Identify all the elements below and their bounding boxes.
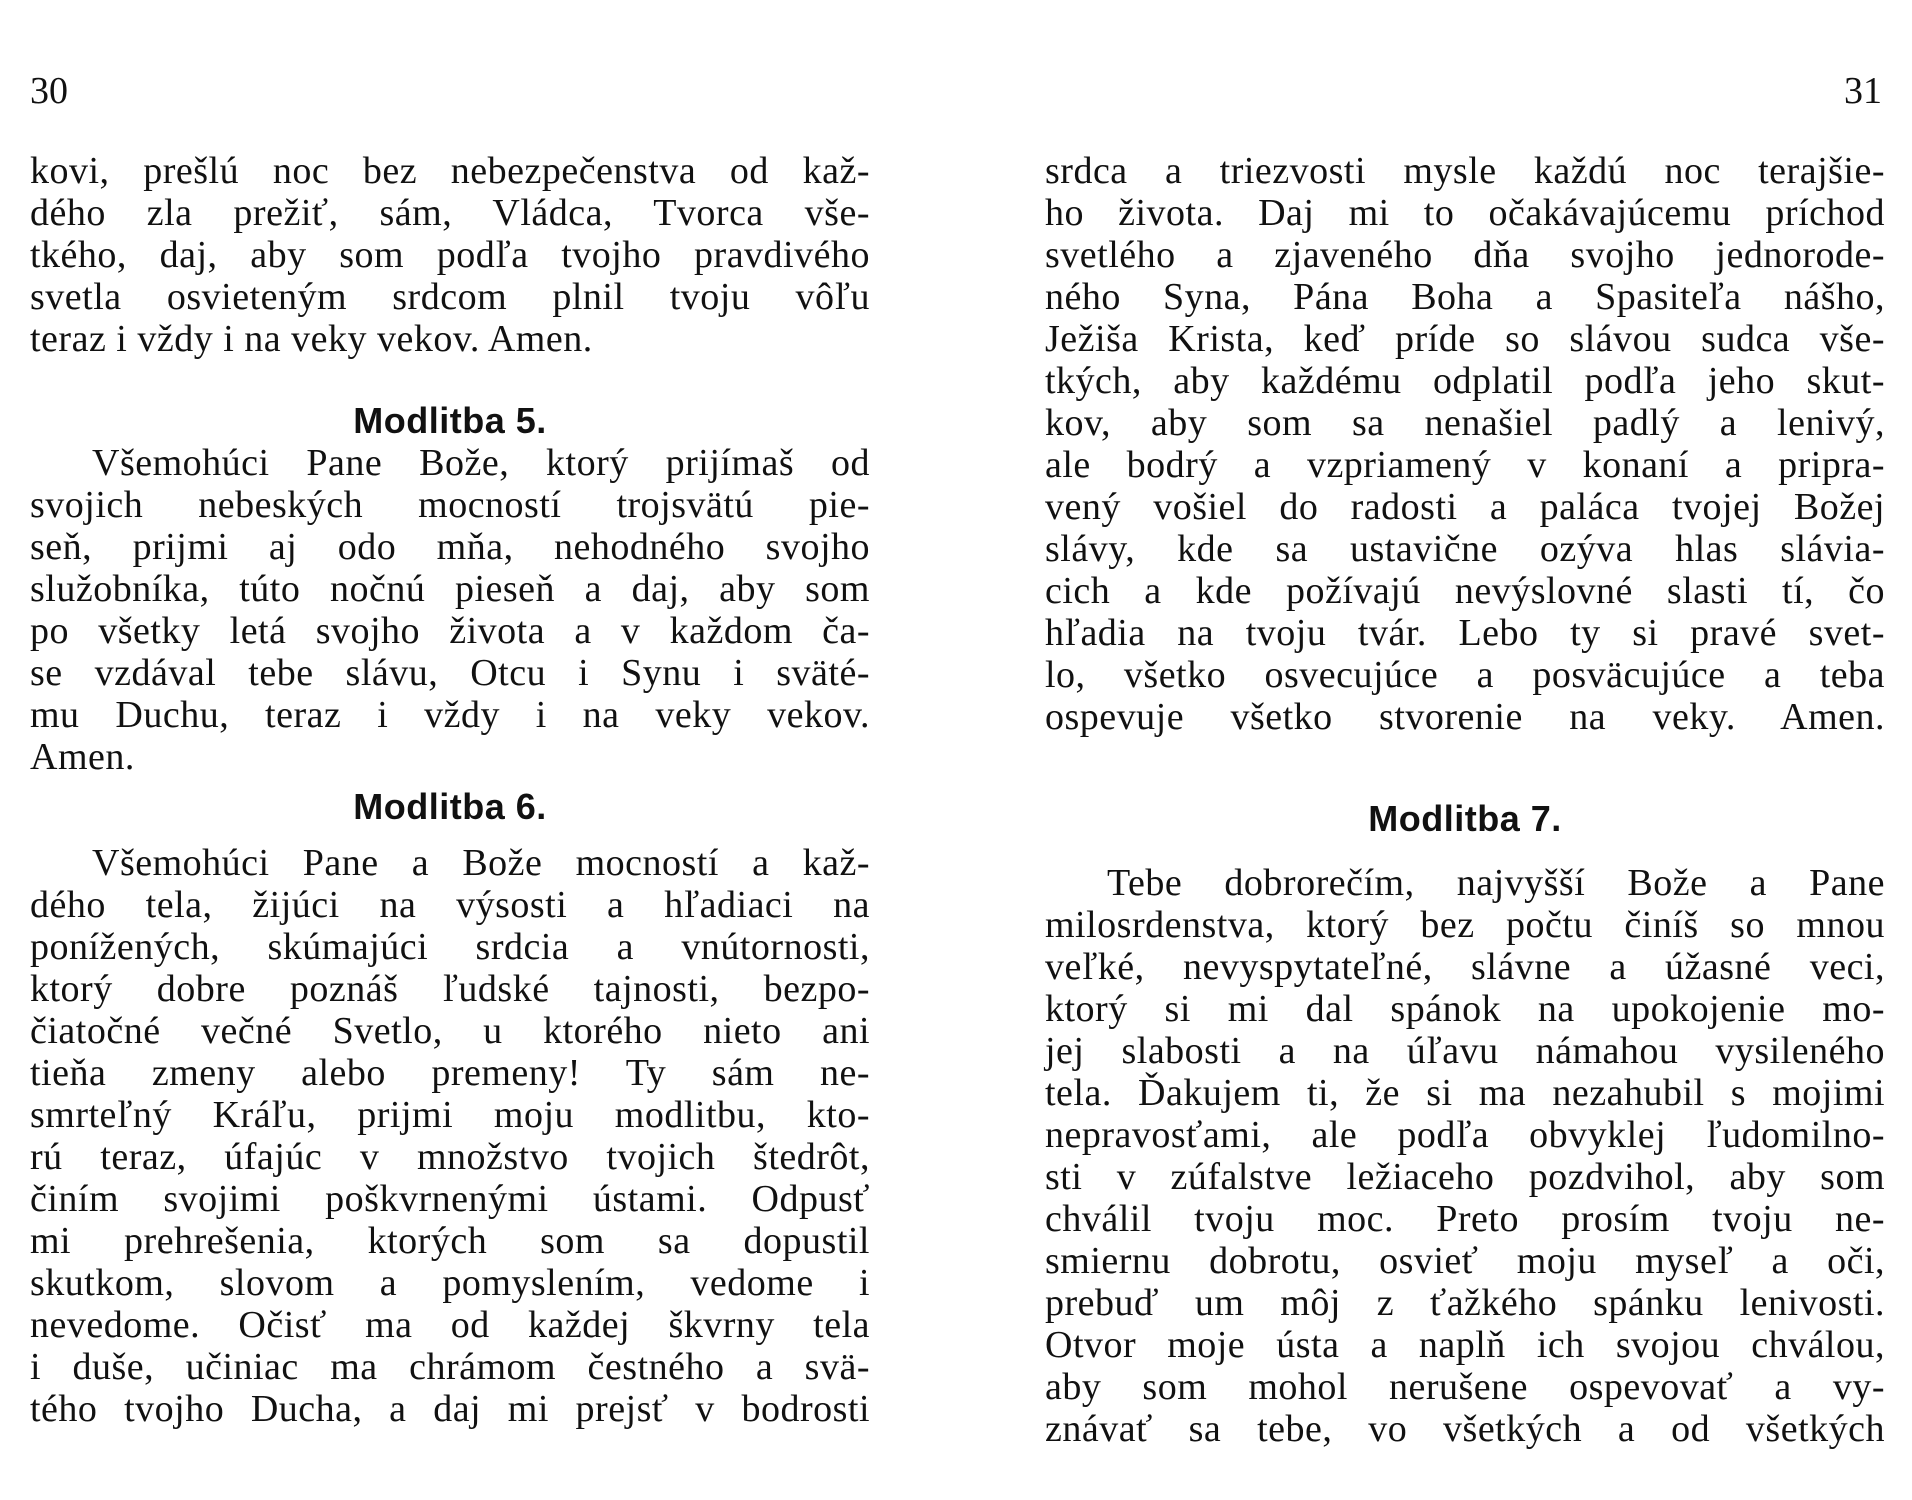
left-paragraph-1 <box>30 150 870 360</box>
text-line: po všetky letá svojho života a v každom ča- <box>30 610 870 652</box>
text-line: svetlého a zjaveného dňa svojho jednorode- <box>1045 234 1885 276</box>
text-line: teraz i vždy i na veky vekov. Amen. <box>30 318 593 360</box>
text-line: rú teraz, úfajúc v množstvo tvojich štedrôt, <box>30 1136 870 1178</box>
text-line: znávať sa tebe, vo všetkých a od všetkých <box>1045 1408 1885 1450</box>
text-line: tého tvojho Ducha, a daj mi prejsť v bodrosti <box>30 1388 870 1430</box>
text-line: sti v zúfalstve ležiaceho pozdvihol, aby som <box>1045 1156 1885 1198</box>
text-line: srdca a triezvosti mysle každú noc terajšie- <box>1045 150 1885 192</box>
text-line: dého zla prežiť, sám, Vládca, Tvorca vše- <box>30 192 870 234</box>
text-line: cich a kde požívajú nevýslovné slasti tí, čo <box>1045 570 1885 612</box>
text-line: tkého, daj, aby som podľa tvojho pravdivého <box>30 234 870 276</box>
text-line: smiernu dobrotu, osvieť moju myseľ a oči, <box>1045 1240 1885 1282</box>
text-line: kov, aby som sa nenašiel padlý a lenivý, <box>1045 402 1885 444</box>
text-line: tkých, aby každému odplatil podľa jeho skut- <box>1045 360 1885 402</box>
text-line: Tebe dobrorečím, najvyšší Bože a Pane <box>1107 862 1885 904</box>
text-line: skutkom, slovom a pomyslením, vedome i <box>30 1262 870 1304</box>
text-line: milosrdenstva, ktorý bez počtu činíš so mnou <box>1045 904 1885 946</box>
page-number-right: 31 <box>1844 70 1882 112</box>
text-line: služobníka, túto nočnú pieseň a daj, aby som <box>30 568 870 610</box>
left-paragraph-2 <box>30 442 870 778</box>
text-line: ktorý si mi dal spánok na upokojenie mo- <box>1045 988 1885 1030</box>
text-line: Všemohúci Pane Bože, ktorý prijímaš od <box>92 442 870 484</box>
text-line: seň, prijmi aj odo mňa, nehodného svojho <box>30 526 870 568</box>
text-line: veľké, nevyspytateľné, slávne a úžasné veci, <box>1045 946 1885 988</box>
text-line: činím svojimi poškvrnenými ústami. Odpusť <box>30 1178 870 1220</box>
text-line: ale bodrý a vzpriamený v konaní a pripra- <box>1045 444 1885 486</box>
text-line: dého tela, žijúci na výsosti a hľadiaci na <box>30 884 870 926</box>
text-line: tela. Ďakujem ti, že si ma nezahubil s mojimi <box>1045 1072 1885 1114</box>
text-line: lo, všetko osvecujúce a posväcujúce a teba <box>1045 654 1885 696</box>
text-line: hľadia na tvoju tvár. Lebo ty si pravé svet- <box>1045 612 1885 654</box>
text-line: ponížených, skúmajúci srdcia a vnútornosti, <box>30 926 870 968</box>
text-line: Všemohúci Pane a Bože mocností a kaž- <box>92 842 870 884</box>
heading-modlitba-5: Modlitba 5. <box>353 400 547 441</box>
page-number-left: 30 <box>30 70 68 112</box>
text-line: ospevuje všetko stvorenie na veky. Amen. <box>1045 696 1885 738</box>
text-line: Ježiša Krista, keď príde so slávou sudca vše- <box>1045 318 1885 360</box>
text-line: Otvor moje ústa a naplň ich svojou chválou, <box>1045 1324 1885 1366</box>
text-line: ného Syna, Pána Boha a Spasiteľa nášho, <box>1045 276 1885 318</box>
right-paragraph-2 <box>1045 862 1885 1450</box>
text-line: chválil tvoju moc. Preto prosím tvoju ne- <box>1045 1198 1885 1240</box>
left-page <box>30 150 870 1430</box>
text-line: ktorý dobre poznáš ľudské tajnosti, bezpo- <box>30 968 870 1010</box>
text-line: čiatočné večné Svetlo, u ktorého nieto ani <box>30 1010 870 1052</box>
text-line: prebuď um môj z ťažkého spánku lenivosti. <box>1045 1282 1885 1324</box>
text-line: kovi, prešlú noc bez nebezpečenstva od kaž- <box>30 150 870 192</box>
text-line: svojich nebeských mocností trojsvätú pie- <box>30 484 870 526</box>
text-line: svetla osvieteným srdcom plnil tvoju vôľu <box>30 276 870 318</box>
text-line: aby som mohol nerušene ospevovať a vy- <box>1045 1366 1885 1408</box>
text-line: nevedome. Očisť ma od každej škvrny tela <box>30 1304 870 1346</box>
text-line: tieňa zmeny alebo premeny! Ty sám ne- <box>30 1052 870 1094</box>
text-line: Amen. <box>30 736 135 778</box>
text-line: se vzdával tebe slávu, Otcu i Synu i sväté- <box>30 652 870 694</box>
text-line: slávy, kde sa ustavične ozýva hlas slávia- <box>1045 528 1885 570</box>
text-line: nepravosťami, ale podľa obvyklej ľudomilno- <box>1045 1114 1885 1156</box>
text-line: ho života. Daj mi to očakávajúcemu príchod <box>1045 192 1885 234</box>
right-paragraph-1 <box>1045 150 1885 738</box>
heading-modlitba-6: Modlitba 6. <box>353 786 547 827</box>
left-paragraph-3 <box>30 842 870 1430</box>
text-line: mi prehrešenia, ktorých som sa dopustil <box>30 1220 870 1262</box>
right-page <box>1045 150 1885 1450</box>
text-line: mu Duchu, teraz i vždy i na veky vekov. <box>30 694 870 736</box>
text-line: jej slabosti a na úľavu námahou vysileného <box>1045 1030 1885 1072</box>
text-line: i duše, učiniac ma chrámom čestného a svä- <box>30 1346 870 1388</box>
text-line: smrteľný Kráľu, prijmi moju modlitbu, kto- <box>30 1094 870 1136</box>
text-line: vený vošiel do radosti a paláca tvojej Božej <box>1045 486 1885 528</box>
heading-modlitba-7: Modlitba 7. <box>1368 798 1562 839</box>
